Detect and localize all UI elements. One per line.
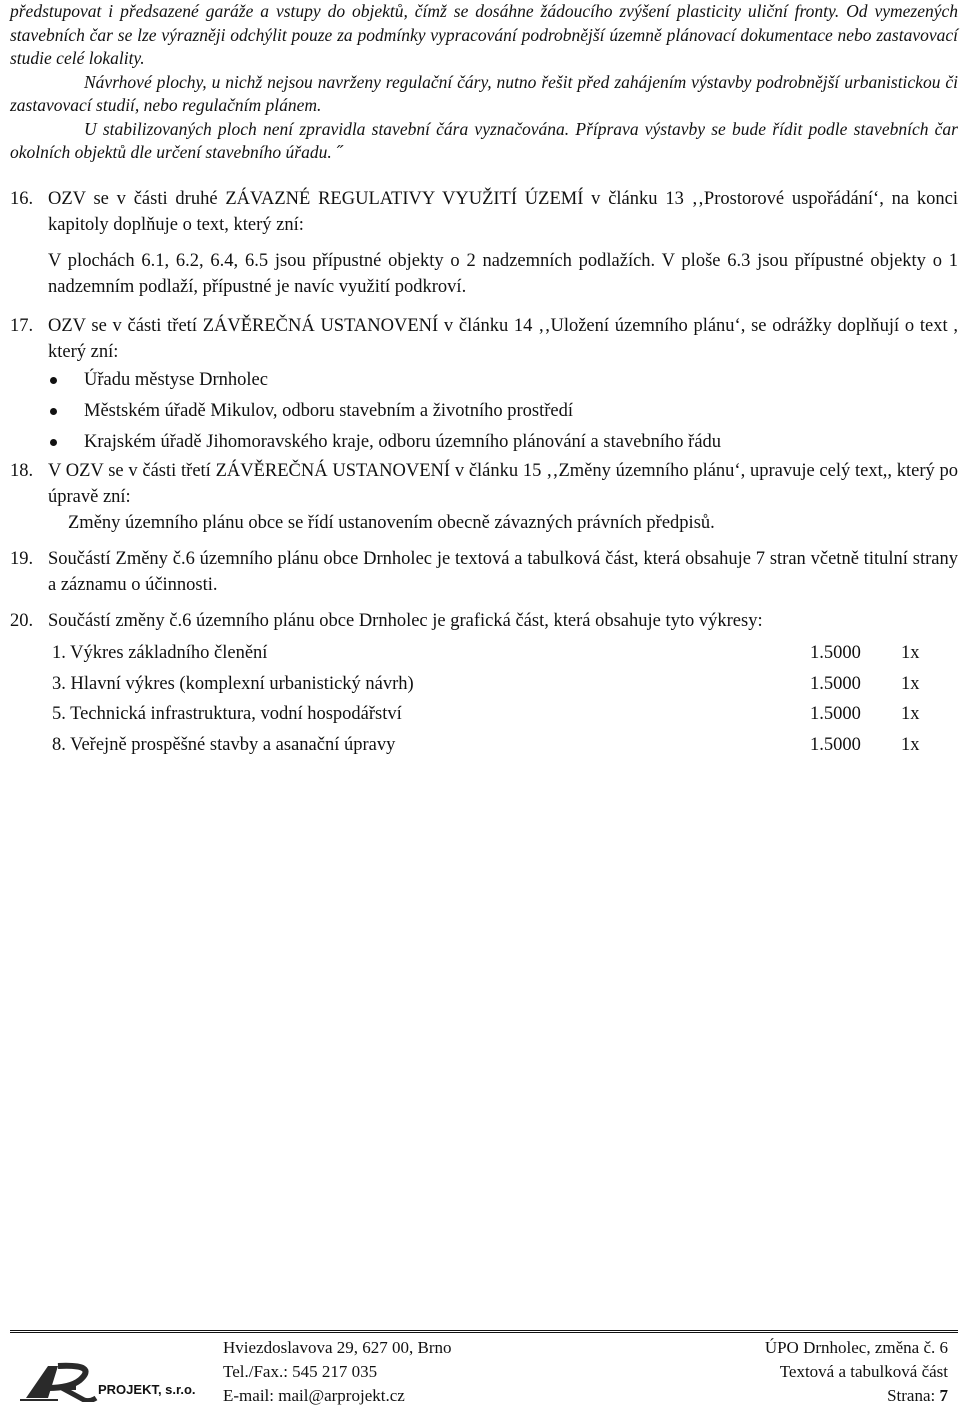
item-number: 16. — [10, 189, 34, 209]
item-number: 20. — [10, 611, 34, 631]
item-number: 17. — [10, 316, 34, 336]
item-quote: V plochách 6.1, 6.2, 6.4, 6.5 jsou přípustné objekty o 2 nadzemních podlažích. V ploše 6.3 jsou přípustné objekty o 1 nadzemním podlaží, přípustné je navíc využití podkroví. — [48, 251, 958, 297]
page-number-block — [765, 1384, 948, 1408]
intro-paragraph-1: předstupovat i předsazené garáže a vstupy do objektů, čímž se dosáhne žádoucího zvýšení plasticity uliční fronty. Od vymezených stavebních čar se lze výrazněji odchýlit pouze za podmínky vypracování podrobnější územně plánovací dokumentace nebo zastavovací studie celé lokality. — [10, 1, 958, 68]
drawings-list — [10, 638, 958, 760]
item-text: V OZV se v části třetí ZÁVĚREČNÁ USTANOVENÍ v článku 15 ‚‚Změny územního plánu‘, upravuje celý text,, který po úpravě zní: — [48, 461, 958, 507]
item-19 — [10, 546, 958, 598]
item-16 — [10, 186, 958, 300]
intro-paragraph-3: U stabilizovaných ploch není zpravidla stavební čára vyznačována. Příprava výstavby se bude řídit podle stavebních čar okolních objektů dle určení stavebního úřadu. ˝ — [10, 118, 958, 162]
bullet-icon — [50, 377, 57, 384]
footer-phone: Tel./Fax.: 545 217 035 — [223, 1362, 378, 1381]
bullet-icon — [50, 439, 57, 446]
intro-paragraph-2: Návrhové plochy, u nichž nejsou navrženy regulační čáry, nutno řešit před zahájením výstavby podrobnější urbanistickou či zastavovací studií, nebo regulačním plánem. — [10, 71, 958, 115]
item-text: Součástí změny č.6 územního plánu obce Drnholec je grafická část, která obsahuje tyto výkresy: — [48, 611, 763, 631]
page-number: 7 — [939, 1386, 948, 1405]
drawing-row: 1. Výkres základního členění 1.5000 1x — [52, 643, 920, 663]
footer-document-info — [765, 1336, 948, 1408]
item-number: 18. — [10, 461, 34, 481]
company-logo — [18, 1358, 218, 1402]
drawing-row: 8. Veřejně prospěšné stavby a asanační úpravy 1.5000 1x — [52, 734, 920, 755]
item-17 — [10, 313, 958, 458]
bullet-list — [48, 365, 958, 458]
item-number: 19. — [10, 549, 34, 569]
footer-email: E-mail: mail@arprojekt.cz — [223, 1386, 405, 1405]
item-20 — [10, 608, 958, 760]
drawing-row: 3. Hlavní výkres (komplexní urbanistický návrh) 1.5000 1x — [52, 673, 920, 694]
logo-text: PROJEKT, s.r.o. — [98, 1382, 196, 1397]
bullet-icon — [50, 408, 57, 415]
footer-divider — [10, 1330, 958, 1333]
page-label: Strana: — [887, 1386, 936, 1405]
footer-doc-title: ÚPO Drnholec, změna č. 6 — [764, 1338, 948, 1357]
drawing-row: 5. Technická infrastruktura, vodní hospodářství 1.5000 1x — [52, 704, 920, 724]
footer-address: Hviezdoslavova 29, 627 00, Brno — [223, 1338, 452, 1357]
item-text: OZV se v části třetí ZÁVĚREČNÁ USTANOVENÍ v článku 14 ‚‚Uložení územního plánu‘, se odrážky doplňují o text , který zní: — [48, 316, 958, 362]
item-text: OZV se v části druhé ZÁVAZNÉ REGULATIVY VYUŽITÍ ÚZEMÍ v článku 13 ‚‚Prostorové uspořádání‘, na konci kapitoly doplňuje o text, který zní: — [48, 189, 958, 235]
footer-contact — [223, 1336, 452, 1408]
intro-text — [10, 0, 958, 165]
list-item: Městském úřadě Mikulov, odboru stavebním a životního prostředí — [48, 396, 958, 427]
item-text: Součástí Změny č.6 územního plánu obce Drnholec je textová a tabulková část, která obsahuje 7 stran včetně titulní strany a záznamu o účinnosti. — [48, 549, 958, 595]
item-quote: Změny územního plánu obce se řídí ustanovením obecně závazných právních předpisů. — [68, 513, 715, 533]
list-item: Krajském úřadě Jihomoravského kraje, odboru územního plánování a stavebního řádu — [48, 427, 958, 458]
footer-doc-part: Textová a tabulková část — [779, 1362, 948, 1381]
item-18 — [10, 458, 958, 536]
list-item: Úřadu městyse Drnholec — [48, 365, 958, 396]
